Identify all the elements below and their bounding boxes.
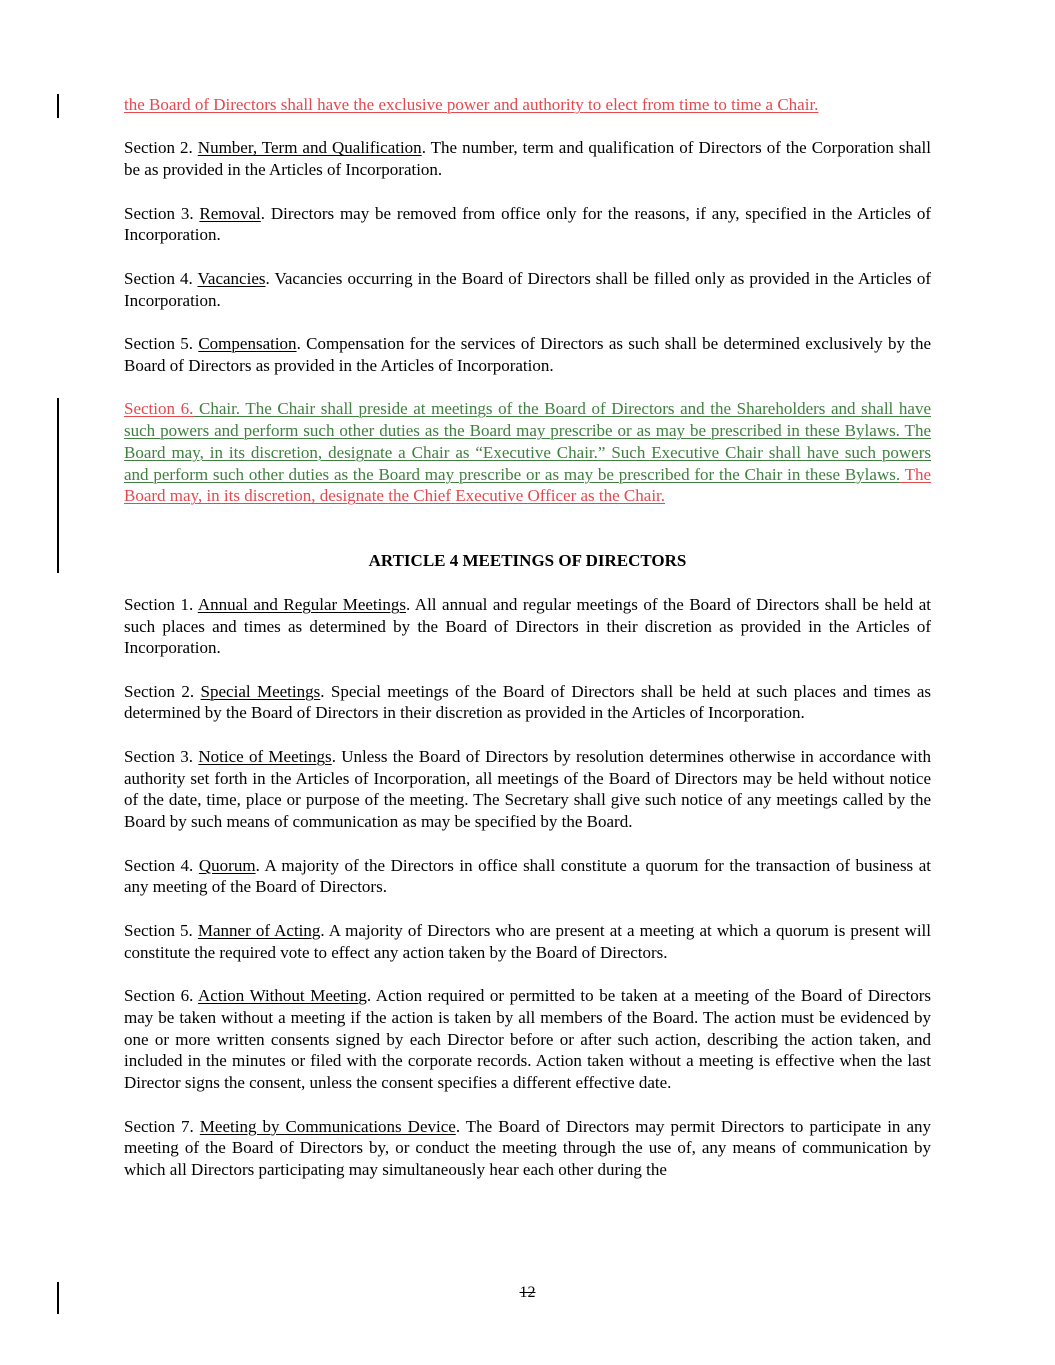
section-title: Special Meetings bbox=[200, 681, 321, 701]
page-number: 12 bbox=[519, 1284, 536, 1301]
article4-section4: Section 4. Quorum. A majority of the Directors in office shall constitute a quorum for the transaction of business at any meeting of the Board of Directors. bbox=[124, 855, 932, 897]
change-bar-top bbox=[57, 94, 59, 118]
section-title: Removal bbox=[199, 203, 261, 223]
section-title: Action Without Meeting bbox=[198, 986, 367, 1006]
article3-section4: Section 4. Vacancies. Vacancies occurring in the Board of Directors shall be filled only as provided in the Articles of Incorporation. bbox=[124, 268, 931, 310]
document-page bbox=[124, 94, 931, 1181]
article3-section2: Section 2. Number, Term and Qualification. The number, term and qualification of Directors of the Corporation shall be as provided in the Articles of Incorporation. bbox=[124, 138, 931, 180]
section-title: Meeting by Communications Device bbox=[199, 1116, 456, 1136]
change-bar-section6 bbox=[57, 398, 59, 573]
section-title: Quorum bbox=[198, 855, 256, 875]
section-title: Vacancies bbox=[197, 268, 266, 288]
article4-section3: Section 3. Notice of Meetings. Unless the Board of Directors by resolution determines otherwise in accordance with authority set forth in the Articles of Incorporation, all meetings of the Board of Directors may be held without notice of the date, time, place or purpose of the meeting. The Secretary shall give such notice of any meetings called by the Board by such means of communication as may be specified by the Board. bbox=[124, 746, 932, 832]
article3-section3: Section 3. Removal. Directors may be removed from office only for the reasons, if any, specified in the Articles of Incorporation. bbox=[124, 203, 931, 245]
section-title: Compensation bbox=[198, 333, 297, 353]
intro-line: the Board of Directors shall have the exclusive power and authority to elect from time to time a Chair. bbox=[124, 95, 819, 114]
section-title: Number, Term and Qualification bbox=[197, 138, 422, 158]
article3-section6-chair: Section 6. Chair. The Chair shall preside at meetings of the Board of Directors and the Shareholders and shall have such powers and perform such other duties as the Board may prescribe or as may be prescribed in these Bylaws. The Board may, in its discretion, designate a Chair as “Executive Chair.” Such Executive Chair shall have such powers and perform such other duties as the Board may prescribe or as may be prescribed for the Chair in these Bylaws. The Board may, in its discretion, designate the Chief Executive Officer as the Chair. bbox=[124, 399, 932, 506]
section-title: Annual and Regular Meetings bbox=[197, 594, 406, 614]
article4-section2: Section 2. Special Meetings. Special meetings of the Board of Directors shall be held at such places and times as determined by the Board of Directors in their discretion as provided in the Articles of Incorporation. bbox=[124, 681, 931, 723]
article4-section5: Section 5. Manner of Acting. A majority of Directors who are present at a meeting at which a quorum is present will constitute the required vote to effect any action taken by the Board of Directors. bbox=[124, 920, 932, 962]
article4-section7: Section 7. Meeting by Communications Device. The Board of Directors may permit Directors to participate in any meeting of the Board of Directors by, or conduct the meeting through the use of, any means of communication by which all Directors participating may simultaneously hear each other during the bbox=[124, 1116, 931, 1180]
section-title: Notice of Meetings bbox=[198, 746, 332, 766]
article4-heading: ARTICLE 4 MEETINGS OF DIRECTORS bbox=[368, 551, 687, 571]
article4-section1: Section 1. Annual and Regular Meetings. All annual and regular meetings of the Board of Directors shall be held at such places and times as determined by the Board of Directors in their discretion as provided in the Articles of Incorporation. bbox=[124, 594, 931, 658]
article4-section6: Section 6. Action Without Meeting. Action required or permitted to be taken at a meeting of the Board of Directors may be taken without a meeting if the action is taken by all members of the Board. The action must be evidenced by one or more written consents signed by each Director before or after such action, describing the action taken, and included in the minutes or filed with the corporate records. Action taken without a meeting is effective when the last Director signs the consent, unless the consent specifies a different effective date. bbox=[124, 986, 931, 1093]
section-title: Manner of Acting bbox=[197, 920, 321, 940]
article3-section5: Section 5. Compensation. Compensation for the services of Directors as such shall be determined exclusively by the Board of Directors as provided in the Articles of Incorporation. bbox=[124, 333, 932, 375]
